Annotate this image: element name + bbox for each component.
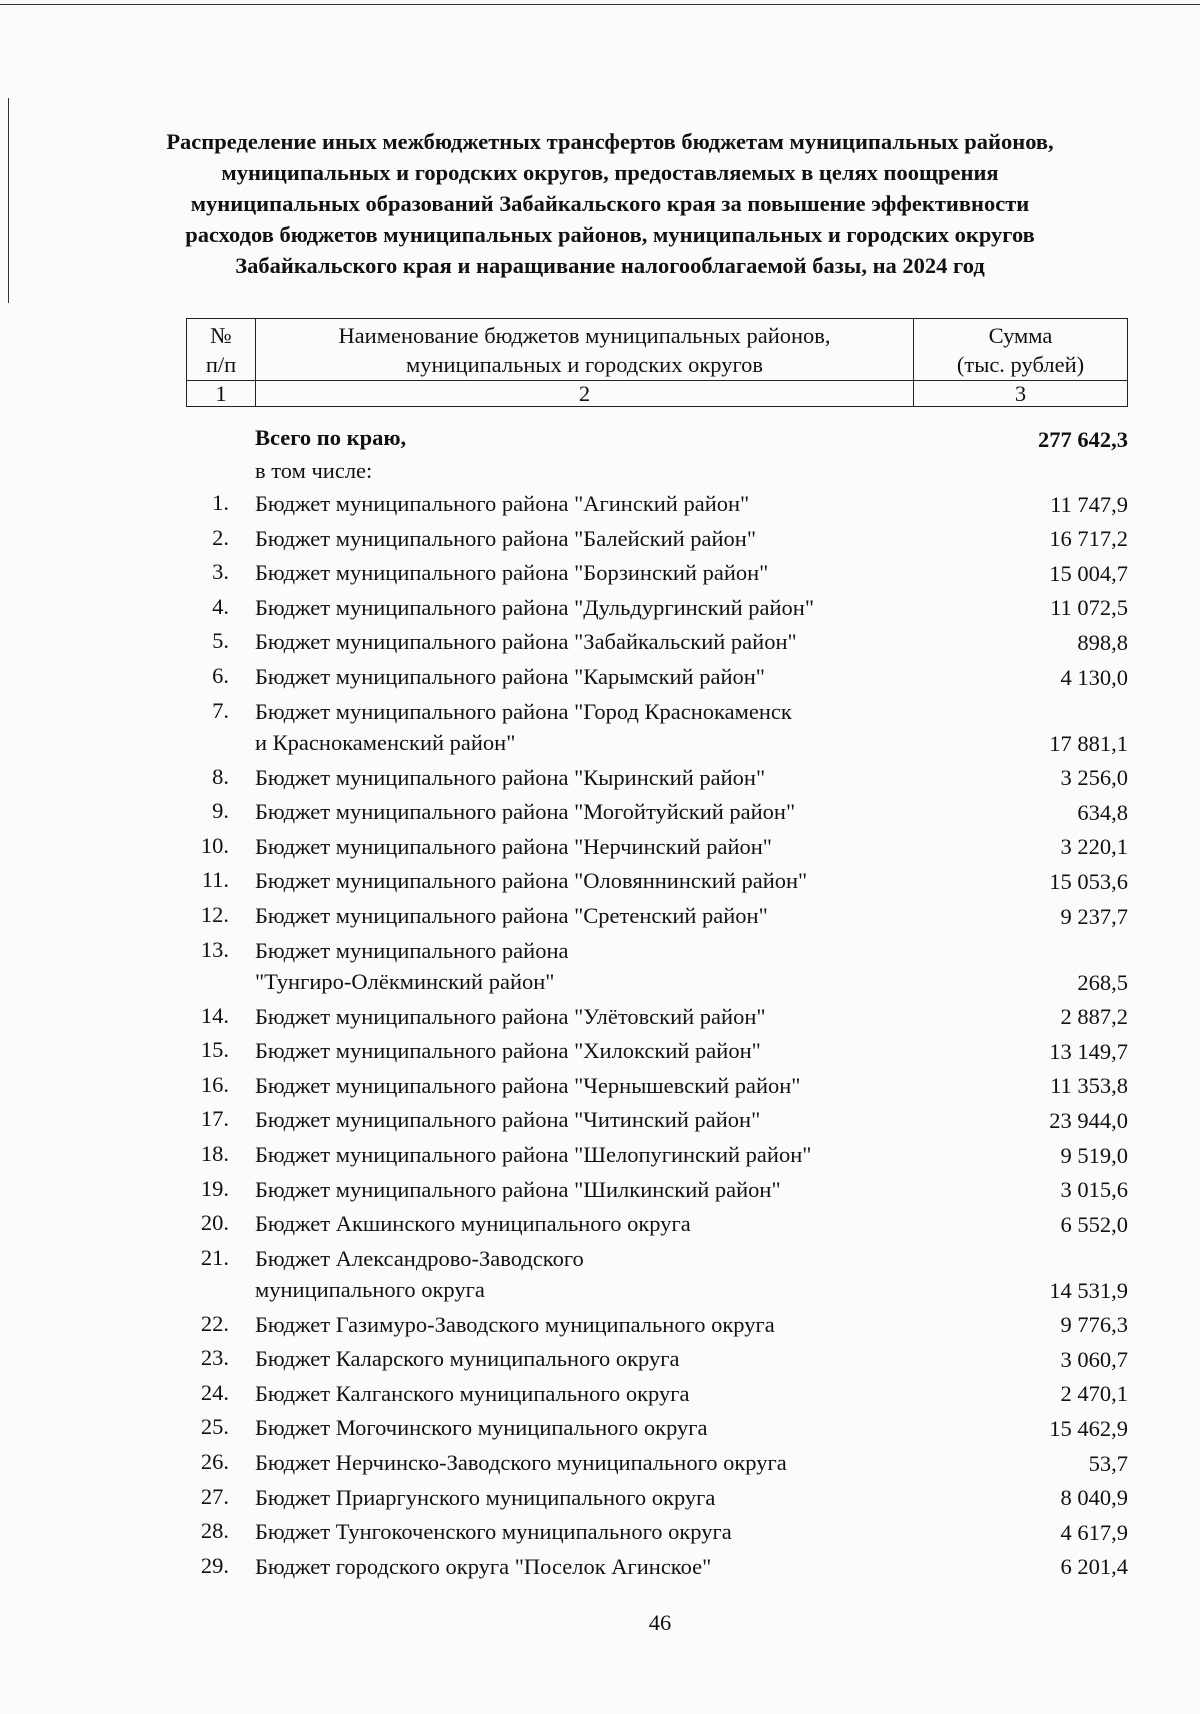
total-value: 277 642,3 xyxy=(1038,427,1128,452)
row-name-line: Бюджет Калганского муниципального округа xyxy=(255,1380,690,1406)
row-value: 2 470,1 xyxy=(1060,1381,1128,1407)
row-value: 15 462,9 xyxy=(1049,1416,1128,1442)
row-number: 17. xyxy=(200,1106,229,1132)
subtotal-label: в том числе: xyxy=(255,458,373,483)
total-row xyxy=(186,420,1128,456)
table-row xyxy=(186,1514,1128,1549)
row-value: 4 617,9 xyxy=(1060,1519,1128,1545)
row-value: 9 237,7 xyxy=(1060,903,1128,929)
row-name-line: Бюджет муниципального района "Агинский район" xyxy=(255,491,750,516)
row-number: 5. xyxy=(212,628,229,654)
row-name-line: Бюджет муниципального района xyxy=(255,937,569,963)
row-value: 16 717,2 xyxy=(1049,526,1128,552)
row-name xyxy=(255,590,1015,623)
row-number: 28. xyxy=(200,1518,229,1544)
row-name xyxy=(255,1514,1015,1547)
table-row xyxy=(186,1068,1128,1103)
scan-edge-top xyxy=(0,4,1200,5)
row-name-line: Бюджет муниципального района "Оловяннинский район" xyxy=(255,868,808,894)
row-name xyxy=(255,1206,1015,1239)
row-value: 9 519,0 xyxy=(1060,1142,1128,1168)
table-row xyxy=(186,1307,1128,1342)
row-number: 1. xyxy=(212,490,229,515)
row-name xyxy=(255,694,1015,758)
row-name xyxy=(255,1068,1015,1101)
row-name-line: Бюджет муниципального района "Сретенский район" xyxy=(255,902,768,928)
table-row xyxy=(186,1480,1128,1515)
row-name xyxy=(255,521,1015,554)
row-name-line: Бюджет Приаргунского муниципального округа xyxy=(255,1484,716,1510)
row-name-line: Бюджет муниципального района "Нерчинский район" xyxy=(255,833,772,859)
row-value: 11 353,8 xyxy=(1050,1073,1128,1099)
row-name xyxy=(255,555,1015,588)
row-name-line: "Тунгиро-Олёкминский район" xyxy=(255,968,555,994)
table-row xyxy=(186,760,1128,795)
row-name xyxy=(255,1137,1015,1170)
row-name xyxy=(255,760,1015,793)
row-value: 17 881,1 xyxy=(1049,730,1128,756)
row-number: 10. xyxy=(200,832,229,858)
row-number: 19. xyxy=(200,1175,229,1201)
row-value: 3 256,0 xyxy=(1060,765,1128,791)
row-number: 29. xyxy=(200,1552,229,1578)
table-body xyxy=(186,420,1128,1583)
document-title: Распределение иных межбюджетных трансфертов бюджетам муниципальных районов, муниципальных и городских округов, предоставляемых в целях поощрения муниципальных образований Забайкальского края за повышение эффективности расходов бюджетов муниципальных районов, муниципальных и городских округов Забайкальского края и наращивание налогооблагаемой базы, на 2024 год xyxy=(166,129,1054,278)
row-name-line: Бюджет муниципального района "Борзинский район" xyxy=(255,560,769,586)
table-row xyxy=(186,933,1128,999)
row-name xyxy=(255,1376,1015,1409)
row-value: 4 130,0 xyxy=(1060,664,1128,690)
table-row xyxy=(186,1206,1128,1241)
row-name-line: Бюджет муниципального района "Город Краснокаменск xyxy=(255,698,792,724)
row-value: 8 040,9 xyxy=(1060,1485,1128,1511)
row-name-line: Бюджет муниципального района "Чернышевский район" xyxy=(255,1072,801,1098)
row-value: 9 776,3 xyxy=(1060,1312,1128,1338)
table-row xyxy=(186,590,1128,625)
row-name xyxy=(255,829,1015,862)
table-row xyxy=(186,794,1128,829)
table-row xyxy=(186,1549,1128,1584)
row-name xyxy=(255,1241,1015,1305)
table-row xyxy=(186,898,1128,933)
row-name xyxy=(255,863,1015,896)
row-name xyxy=(255,624,1015,657)
row-name xyxy=(255,1307,1015,1340)
row-number: 21. xyxy=(200,1244,229,1270)
header-num: № п/п xyxy=(187,319,256,381)
table-row xyxy=(186,1241,1128,1307)
row-number: 4. xyxy=(212,593,229,619)
row-name-line: Бюджет муниципального района "Забайкальский район" xyxy=(255,629,797,655)
table-row xyxy=(186,1376,1128,1411)
row-name-line: Бюджет Нерчинско-Заводского муниципального округа xyxy=(255,1450,787,1476)
row-number: 14. xyxy=(200,1002,229,1028)
row-name-line: Бюджет муниципального района "Кыринский район" xyxy=(255,764,766,790)
header-name: Наименование бюджетов муниципальных районов, муниципальных и городских округов xyxy=(256,319,914,381)
row-value: 53,7 xyxy=(1088,1450,1128,1476)
row-value: 13 149,7 xyxy=(1049,1038,1128,1064)
row-number: 22. xyxy=(200,1310,229,1336)
row-number: 3. xyxy=(212,559,229,585)
col-number-2: 2 xyxy=(256,381,914,407)
row-value: 3 060,7 xyxy=(1060,1346,1128,1372)
row-number: 23. xyxy=(200,1345,229,1371)
row-value: 14 531,9 xyxy=(1049,1277,1128,1303)
row-value: 15 053,6 xyxy=(1049,868,1128,894)
table-row xyxy=(186,1033,1128,1068)
row-name xyxy=(255,1445,1015,1478)
row-name xyxy=(255,659,1015,692)
row-value: 15 004,7 xyxy=(1049,560,1128,586)
row-name-line: Бюджет Газимуро-Заводского муниципального округа xyxy=(255,1311,775,1337)
row-value: 268,5 xyxy=(1077,969,1128,995)
table-row xyxy=(186,829,1128,864)
row-value: 2 887,2 xyxy=(1060,1004,1128,1030)
row-name xyxy=(255,999,1015,1032)
row-name-line: Бюджет Акшинского муниципального округа xyxy=(255,1211,691,1237)
row-name xyxy=(255,1549,1015,1582)
row-name-line: и Краснокаменский район" xyxy=(255,729,516,755)
table-row xyxy=(186,1341,1128,1376)
row-name xyxy=(255,933,1015,997)
row-number: 8. xyxy=(212,763,229,789)
row-name xyxy=(255,1102,1015,1135)
table-row xyxy=(186,1445,1128,1480)
row-number: 11. xyxy=(201,867,229,893)
row-value: 11 072,5 xyxy=(1050,595,1128,621)
row-name-line: Бюджет муниципального района "Улётовский район" xyxy=(255,1003,766,1029)
table-row xyxy=(186,486,1128,521)
header-sum: Сумма (тыс. рублей) xyxy=(914,319,1128,381)
row-name xyxy=(255,794,1015,827)
row-number: 16. xyxy=(200,1071,229,1097)
row-name-line: Бюджет муниципального района "Хилокский район" xyxy=(255,1038,761,1064)
row-value: 3 015,6 xyxy=(1060,1177,1128,1203)
row-value: 898,8 xyxy=(1077,629,1128,655)
row-name-line: Бюджет муниципального района "Шилкинский район" xyxy=(255,1176,781,1202)
page-number: 46 xyxy=(648,1610,672,1635)
row-number: 20. xyxy=(200,1210,229,1236)
row-value: 6 201,4 xyxy=(1060,1554,1128,1580)
scan-edge-left xyxy=(8,98,9,303)
col-number-3: 3 xyxy=(914,381,1128,407)
row-name xyxy=(255,1341,1015,1374)
row-number: 26. xyxy=(200,1449,229,1475)
subtotal-row xyxy=(186,456,1128,486)
row-number: 12. xyxy=(200,901,229,927)
row-name-line: Бюджет городского округа "Поселок Агинское" xyxy=(255,1553,712,1579)
row-name-line: Бюджет муниципального района "Балейский район" xyxy=(255,525,757,551)
table-row xyxy=(186,1137,1128,1172)
row-number: 7. xyxy=(212,697,229,723)
table-row xyxy=(186,1410,1128,1445)
row-name xyxy=(255,1172,1015,1205)
row-name-line: Бюджет муниципального района "Шелопугинский район" xyxy=(255,1141,812,1167)
total-label: Всего по краю, xyxy=(255,425,407,450)
row-name-line: Бюджет Александрово-Заводского xyxy=(255,1245,584,1271)
row-name-line: Бюджет Каларского муниципального округа xyxy=(255,1346,680,1372)
row-number: 27. xyxy=(200,1483,229,1509)
table-row xyxy=(186,521,1128,556)
row-name xyxy=(255,486,1015,519)
table-row xyxy=(186,1172,1128,1207)
table-row xyxy=(186,659,1128,694)
table-row xyxy=(186,999,1128,1034)
row-value: 23 944,0 xyxy=(1049,1107,1128,1133)
row-number: 9. xyxy=(212,798,229,824)
row-number: 24. xyxy=(200,1379,229,1405)
row-name-line: Бюджет муниципального района "Могойтуйский район" xyxy=(255,799,796,825)
table-row xyxy=(186,624,1128,659)
row-name-line: Бюджет муниципального района "Карымский район" xyxy=(255,663,765,689)
row-name xyxy=(255,1410,1015,1443)
row-value: 6 552,0 xyxy=(1060,1211,1128,1237)
row-name xyxy=(255,898,1015,931)
row-name-line: Бюджет Могочинского муниципального округа xyxy=(255,1415,708,1441)
table-header xyxy=(186,318,1128,407)
table-row xyxy=(186,555,1128,590)
col-number-1: 1 xyxy=(187,381,256,407)
row-number: 18. xyxy=(200,1140,229,1166)
row-value: 3 220,1 xyxy=(1060,834,1128,860)
row-number: 25. xyxy=(200,1414,229,1440)
row-name-line: Бюджет муниципального района "Читинский район" xyxy=(255,1107,761,1133)
row-number: 15. xyxy=(200,1037,229,1063)
row-value: 634,8 xyxy=(1077,799,1128,825)
row-number: 2. xyxy=(212,524,229,550)
row-value: 11 747,9 xyxy=(1050,491,1128,517)
table-row xyxy=(186,1102,1128,1137)
row-number: 6. xyxy=(212,662,229,688)
table-row xyxy=(186,694,1128,760)
row-name-line: муниципального округа xyxy=(255,1276,485,1302)
table-row xyxy=(186,863,1128,898)
row-name-line: Бюджет муниципального района "Дульдургинский район" xyxy=(255,594,815,620)
row-number: 13. xyxy=(200,936,229,962)
row-name xyxy=(255,1033,1015,1066)
row-name-line: Бюджет Тунгокоченского муниципального округа xyxy=(255,1519,732,1545)
row-name xyxy=(255,1480,1015,1513)
